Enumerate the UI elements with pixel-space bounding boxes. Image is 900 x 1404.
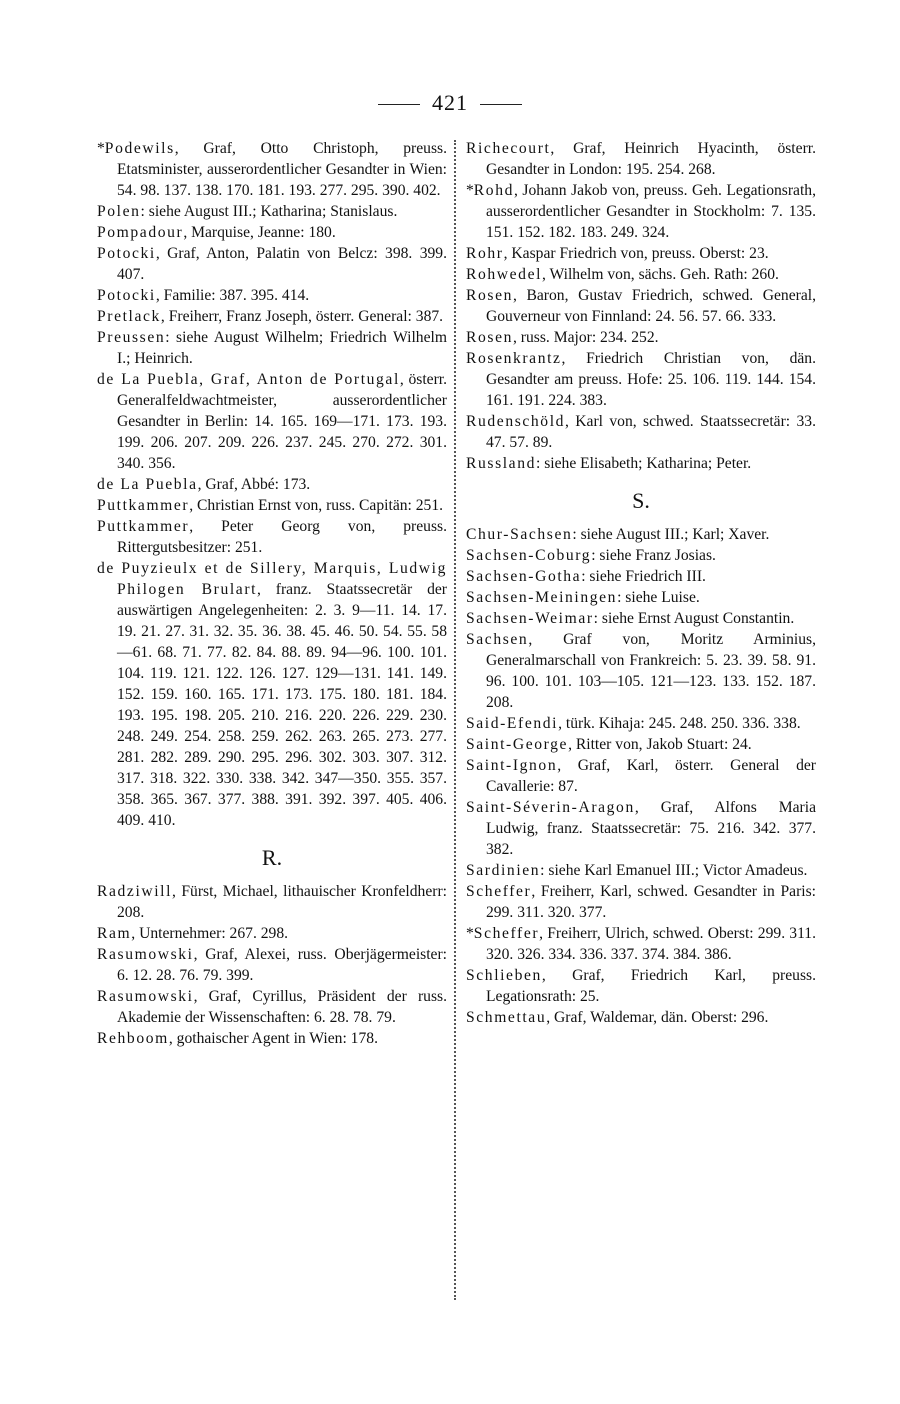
entry-name: Said-Efendi [466, 715, 559, 732]
entry-text: , Graf, Alfons Maria Ludwig, franz. Staatssecretär: 75. 216. 342. 377. 382. [486, 799, 816, 858]
entry-text: , Graf, Otto Christoph, preuss. Etatsminister, ausserordentlicher Gesandter in Wien: 54. 98. 137. 138. 170. 181. 193. 277. 295. 390. 402. [117, 140, 447, 199]
entry-name: Scheffer [473, 925, 540, 942]
entry-text: , Graf, Anton, Palatin von Belcz: 398. 399. 407. [117, 245, 447, 283]
entry-name: Chur-Sachsen [466, 526, 573, 543]
entry-text: : siehe Luise. [617, 589, 700, 606]
entry-text: , Johann Jakob von, preuss. Geh. Legationsrath, ausserordentlicher Gesandter in Stockholm: 7. 135. 151. 152. 182. 183. 249. 324. [486, 182, 816, 241]
entry-name: Rosenkrantz [466, 350, 562, 367]
entry-name: de La Puebla [97, 476, 198, 493]
entry-text: , österr. Generalfeldwachtmeister, ausserordentlicher Gesandter in Berlin: 14. 165. 169—171. 173. 193. 199. 206. 207. 209. 226. 237. 245. 270. 272. 301. 340. 356. [117, 371, 448, 472]
entry-text: , Peter Georg von, preuss. Rittergutsbesitzer: 251. [117, 518, 447, 556]
entry-name: Sachsen-Meiningen [466, 589, 618, 606]
entry-name: Rosen [466, 329, 513, 346]
entry-name: Sachsen-Gotha [466, 568, 582, 585]
index-entry [97, 1028, 447, 1049]
entry-text: , Graf, Abbé: 173. [197, 476, 311, 493]
index-entry [97, 285, 447, 306]
index-entry [466, 180, 816, 243]
entry-text: , Graf, Karl, österr. General der Cavallerie: 87. [486, 757, 816, 795]
entry-text: , russ. Major: 234. 252. [512, 329, 659, 346]
page-number: 421 [432, 90, 468, 115]
entry-name: de La Puebla, Graf, Anton de Portugal [97, 371, 400, 388]
entry-name: Preussen [97, 329, 166, 346]
entry-text: , franz. Staatssecretär der auswärtigen Angelegenheiten: 2. 3. 9—11. 14. 17. 19. 21. 27. 31. 32. 35. 36. 38. 45. 46. 50. 54. 55. 58—61. 68. 71. 77. 82. 84. 88. 89. 94—96. 100. 101. 104. 119. 121. 122. 126. 127. 129—131. 141. 149. 152. 159. 160. 165. 171. 173. 175. 180. 181. 184. 193. 195. 198. 205. 210. 216. 220. 226. 229. 230. 248. 249. 254. 258. 259. 262. 263. 265. 273. 277. 281. 282. 289. 290. 295. 296. 302. 303. 307. 312. 317. 318. 322. 330. 338. 342. 347—350. 355. 357. 358. 365. 367. 377. 388. 391. 392. 397. 405. 406. 409. 410. [117, 581, 447, 829]
entry-text: , Graf, Alexei, russ. Oberjägermeister: 6. 12. 28. 76. 79. 399. [117, 946, 447, 984]
entry-text: : siehe Franz Josias. [591, 547, 716, 564]
entry-text: , Unternehmer: 267. 298. [131, 925, 289, 942]
entry-name: Schmettau [466, 1009, 547, 1026]
entry-name: Puttkammer [97, 497, 190, 514]
entry-text: , Familie: 387. 395. 414. [155, 287, 310, 304]
entry-name: Russland [466, 455, 536, 472]
entry-text: , Wilhelm von, sächs. Geh. Rath: 260. [542, 266, 779, 283]
entry-text: , Kaspar Friedrich von, preuss. Oberst: 23. [503, 245, 769, 262]
index-entry [466, 453, 816, 474]
entry-name: Saint-Séverin-Aragon [466, 799, 635, 816]
entry-text: , Graf von, Moritz Arminius, Generalmarschall von Frankreich: 5. 23. 39. 58. 91. 96. 100. 101. 103—105. 121—123. 133. 152. 187. 208. [486, 631, 816, 711]
index-entry [97, 986, 447, 1028]
header-rule-left [378, 104, 420, 105]
entry-text: , Ritter von, Jakob Stuart: 24. [568, 736, 752, 753]
entry-text: , Graf, Friedrich Karl, preuss. Legationsrath: 25. [486, 967, 816, 1005]
entry-name: Sachsen-Coburg [466, 547, 592, 564]
entry-name: Saint-George [466, 736, 569, 753]
entry-name: Rasumowski [97, 988, 194, 1005]
entry-marker: * [466, 182, 474, 199]
entry-text: : siehe August III.; Karl; Xaver. [572, 526, 770, 543]
index-group-s [466, 524, 816, 1028]
entry-text: : siehe August Wilhelm; Friedrich Wilhelm I.; Heinrich. [117, 329, 447, 367]
entry-text: : siehe Ernst August Constantin. [593, 610, 795, 627]
right-column [466, 138, 816, 1028]
index-entry [466, 1007, 816, 1028]
index-group-r [97, 881, 447, 1049]
entry-name: Sachsen-Weimar [466, 610, 594, 627]
index-entry [466, 285, 816, 327]
index-entry [97, 923, 447, 944]
entry-text: , Marquise, Jeanne: 180. [183, 224, 336, 241]
entry-name: Pompadour [97, 224, 184, 241]
index-entry [466, 243, 816, 264]
index-entry [97, 201, 447, 222]
index-entry [466, 797, 816, 860]
entry-name: Richecourt [466, 140, 551, 157]
index-entry [97, 306, 447, 327]
entry-name: Podewils [104, 140, 175, 157]
entry-text: , Fürst, Michael, lithauischer Kronfeldherr: 208. [117, 883, 447, 921]
entry-marker: * [466, 925, 474, 942]
entry-name: Pretlack [97, 308, 161, 325]
entry-name: Schlieben [466, 967, 542, 984]
index-entry [97, 516, 447, 558]
entry-text: : siehe Elisabeth; Katharina; Peter. [535, 455, 752, 472]
entry-text: , Freiherr, Franz Joseph, österr. General: 387. [160, 308, 444, 325]
index-entry [466, 545, 816, 566]
index-entry [97, 327, 447, 369]
index-entry [466, 755, 816, 797]
header-rule-right [480, 104, 522, 105]
entry-text: , Graf, Heinrich Hyacinth, österr. Gesandter in London: 195. 254. 268. [486, 140, 816, 178]
section-heading-r: R. [261, 845, 283, 870]
index-entry [466, 860, 816, 881]
index-entry [466, 965, 816, 1007]
page-header [0, 90, 900, 116]
entry-name: Rasumowski [97, 946, 194, 963]
index-entry [97, 369, 447, 474]
entry-text: , Freiherr, Ulrich, schwed. Oberst: 299. 311. 320. 326. 334. 336. 337. 374. 384. 386. [486, 925, 816, 963]
entry-name: Rohr [466, 245, 504, 262]
entry-text: , Friedrich Christian von, dän. Gesandter am preuss. Hofe: 25. 106. 119. 144. 154. 161. 191. 224. 383. [486, 350, 816, 409]
entry-text: , Graf, Waldemar, dän. Oberst: 296. [546, 1009, 769, 1026]
index-group-p [97, 138, 447, 831]
index-entry [466, 411, 816, 453]
index-entry [97, 243, 447, 285]
entry-text: , Baron, Gustav Friedrich, schwed. General, Gouverneur von Finnland: 24. 56. 57. 66. 333. [486, 287, 816, 325]
index-entry [466, 587, 816, 608]
index-entry [97, 944, 447, 986]
index-entry [466, 713, 816, 734]
column-divider [454, 140, 456, 1300]
index-entry [97, 495, 447, 516]
entry-text: , Graf, Cyrillus, Präsident der russ. Akademie der Wissenschaften: 6. 28. 78. 79. [117, 988, 447, 1026]
entry-name: Sachsen [466, 631, 529, 648]
entry-text: , Christian Ernst von, russ. Capitän: 251. [189, 497, 444, 514]
entry-name: Rohwedel [466, 266, 543, 283]
entry-name: de Puyzieulx et de Sillery, Marquis, Ludwig Philogen Brulart [97, 560, 447, 598]
index-entry [466, 923, 816, 965]
entry-name: Puttkammer [97, 518, 190, 535]
index-entry [466, 629, 816, 713]
entry-name: Potocki [97, 245, 156, 262]
entry-text: , türk. Kihaja: 245. 248. 250. 336. 338. [558, 715, 801, 732]
entry-name: Radziwill [97, 883, 173, 900]
entry-name: Rudenschöld [466, 413, 566, 430]
index-entry [466, 138, 816, 180]
index-group-r-cont [466, 138, 816, 474]
left-column [97, 138, 447, 1049]
entry-text: : siehe Friedrich III. [581, 568, 706, 585]
index-entry [97, 222, 447, 243]
index-entry [466, 264, 816, 285]
entry-name: Rohd [473, 182, 514, 199]
index-entry [466, 608, 816, 629]
index-entry [466, 327, 816, 348]
index-entry [97, 138, 447, 201]
entry-name: Polen [97, 203, 141, 220]
index-entry [466, 524, 816, 545]
entry-text: : siehe August III.; Katharina; Stanislaus. [140, 203, 398, 220]
entry-marker: * [97, 140, 105, 157]
index-entry [466, 348, 816, 411]
entry-name: Scheffer [466, 883, 532, 900]
entry-name: Potocki [97, 287, 156, 304]
entry-text: , Karl von, schwed. Staatssecretär: 33. 47. 57. 89. [486, 413, 816, 451]
entry-name: Rehboom [97, 1030, 169, 1047]
entry-name: Saint-Ignon [466, 757, 558, 774]
index-entry [466, 881, 816, 923]
entry-text: , gothaischer Agent in Wien: 178. [168, 1030, 378, 1047]
index-entry [97, 881, 447, 923]
entry-text: , Freiherr, Karl, schwed. Gesandter in Paris: 299. 311. 320. 377. [486, 883, 816, 921]
index-entry [466, 566, 816, 587]
entry-name: Rosen [466, 287, 513, 304]
section-heading-s: S. [632, 488, 650, 513]
entry-name: Ram [97, 925, 132, 942]
entry-text: : siehe Karl Emanuel III.; Victor Amadeus. [540, 862, 808, 879]
index-entry [97, 558, 447, 831]
index-entry [97, 474, 447, 495]
index-entry [466, 734, 816, 755]
entry-name: Sardinien [466, 862, 541, 879]
